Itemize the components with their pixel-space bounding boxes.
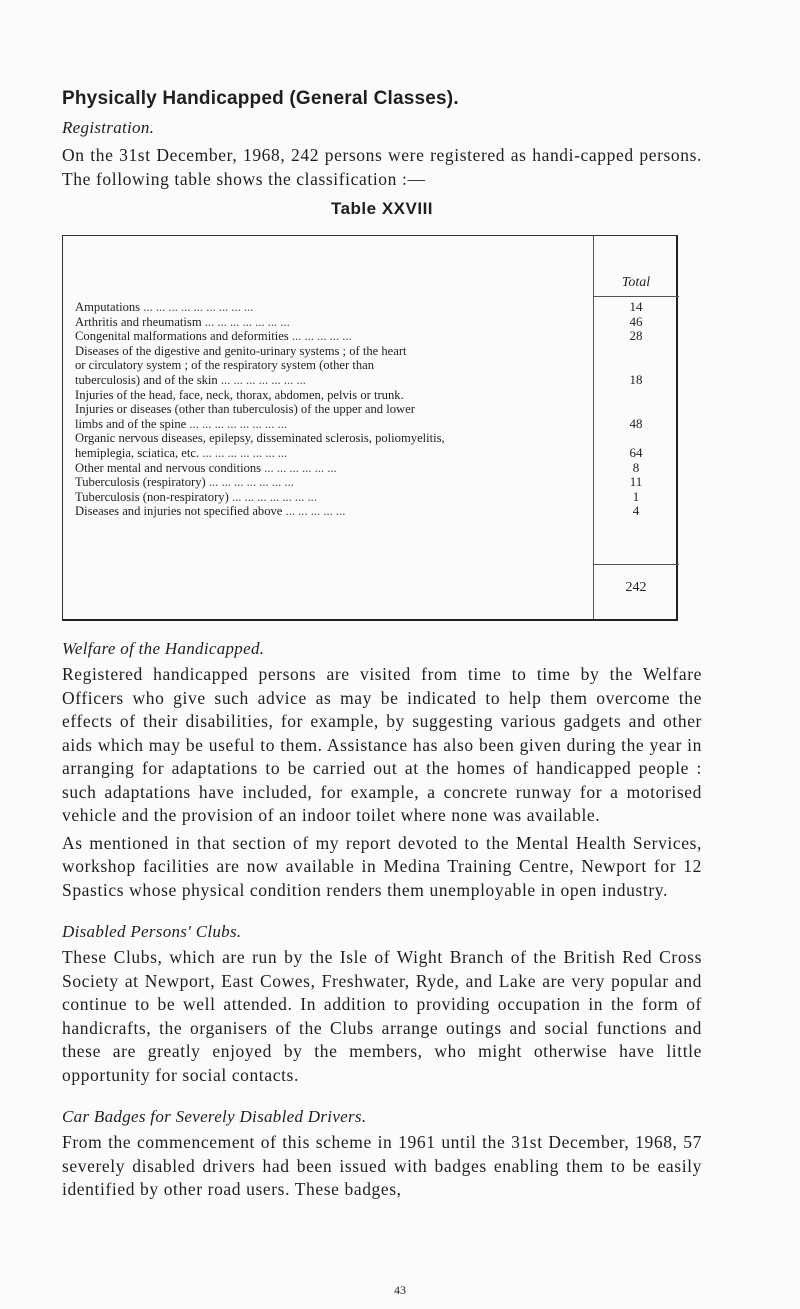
row-leader-dots: ... ... ... ... ... ... ... xyxy=(202,445,288,460)
welfare-subhead: Welfare of the Handicapped. xyxy=(62,639,265,658)
row-label-text: Arthritis and rheumatism xyxy=(75,314,202,329)
row-label-text: Diseases of the digestive and genito-urinary systems ; of the heart xyxy=(75,343,407,358)
row-label-text: hemiplegia, sciatica, etc. xyxy=(75,445,200,460)
badges-subhead: Car Badges for Severely Disabled Drivers. xyxy=(62,1107,367,1126)
row-leader-dots: ... ... ... ... ... ... ... ... ... xyxy=(143,300,254,314)
table-row-value: 64 xyxy=(629,444,643,460)
table-row xyxy=(75,315,675,330)
badges-section xyxy=(62,1107,702,1202)
row-label-text: Injuries of the head, face, neck, thorax, abdomen, pelvis or trunk. xyxy=(75,387,404,402)
row-label-text: Other mental and nervous conditions xyxy=(75,460,262,475)
table-row xyxy=(75,504,675,519)
table-row-label xyxy=(75,475,590,490)
row-label-text: Injuries or diseases (other than tuberculosis) of the upper and lower xyxy=(75,402,415,417)
table-row-label xyxy=(75,358,590,373)
registration-subhead: Registration. xyxy=(62,118,155,137)
table-row xyxy=(75,490,675,505)
table-row-label xyxy=(75,373,590,388)
table-header-rule xyxy=(593,296,679,297)
row-label-text: Amputations xyxy=(75,300,141,314)
row-leader-dots: ... ... ... ... ... ... ... ... xyxy=(189,416,287,431)
row-leader-dots: ... ... ... ... ... xyxy=(291,329,352,344)
table-row-value: 1 xyxy=(632,488,640,504)
row-label-text: Tuberculosis (non-respiratory) xyxy=(75,489,229,504)
registration-paragraph: On the 31st December, 1968, 242 persons were registered as handi-capped persons. The following table shows the classification :— xyxy=(62,145,702,189)
table-row-label xyxy=(75,402,590,417)
table-column-header: Total xyxy=(621,275,651,290)
table-row-label xyxy=(75,431,590,446)
table-total-rule xyxy=(593,564,679,565)
table-row-label xyxy=(75,446,590,461)
table-row xyxy=(75,388,675,403)
welfare-paragraph-2: As mentioned in that section of my report devoted to the Mental Health Services, workshop facilities are now available in Medina Training Centre, Newport for 12 Spastics whose physical condition renders them unemployable in open industry. xyxy=(62,832,702,900)
table-row-label xyxy=(75,490,590,505)
clubs-paragraph: These Clubs, which are run by the Isle of Wight Branch of the British Red Cross Society at Newport, East Cowes, Freshwater, Ryde, and Lake are very popular and continue to be well attended. In addition to providing occupation in the form of handicrafts, the organisers of the Clubs arrange outings and social functions and these are greatly enjoyed by the members, who might otherwise have little opportunity for social contacts. xyxy=(62,947,702,1085)
badges-paragraph: From the commencement of this scheme in 1961 until the 31st December, 1968, 57 severely disabled drivers had been issued with badges enabling them to be easily identified by other road users. These badges, xyxy=(62,1132,702,1199)
table-row-value: 4 xyxy=(632,503,640,519)
table-row-value: 28 xyxy=(629,328,643,344)
row-label-text: Diseases and injuries not specified above xyxy=(75,504,283,519)
table-row-value: 48 xyxy=(629,415,643,431)
row-leader-dots: ... ... ... ... ... ... xyxy=(264,460,337,475)
table-row xyxy=(75,344,675,359)
row-label-text: tuberculosis) and of the skin xyxy=(75,372,218,387)
table-row-label xyxy=(75,417,590,432)
page-number: 43 xyxy=(394,1283,406,1297)
table-row-value: 14 xyxy=(629,299,643,314)
table-row-value: 18 xyxy=(629,371,643,387)
classification-table xyxy=(62,235,678,621)
table-row xyxy=(75,431,675,446)
page-heading: Physically Handicapped (General Classes). xyxy=(62,88,459,109)
document-page xyxy=(62,88,702,1202)
table-row xyxy=(75,358,675,373)
table-row-value: 11 xyxy=(629,474,643,490)
row-label-text: or circulatory system ; of the respiratory system (other than xyxy=(75,358,375,373)
table-row xyxy=(75,300,675,315)
table-grand-total: 242 xyxy=(625,580,647,595)
table-row-value: 46 xyxy=(629,313,643,329)
welfare-paragraph-1: Registered handicapped persons are visited from time to time by the Welfare Officers who give such advice as may be indicated to help them overcome the effects of their disabilities, for example, by suggesting various gadgets and other aids which may be useful to them. Assistance has also been given during the year in arranging for adaptations to be carried out at the homes of handicapped people : such adaptations have included, for example, a concrete runway for a motorised vehicle and the provision of an indoor toilet where none was available. xyxy=(62,664,702,825)
clubs-subhead: Disabled Persons' Clubs. xyxy=(62,922,242,941)
table-row xyxy=(75,417,675,432)
table-row xyxy=(75,329,675,344)
table-row xyxy=(75,446,675,461)
table-row-label xyxy=(75,461,590,476)
row-leader-dots: ... ... ... ... ... ... ... xyxy=(220,372,306,387)
table-row xyxy=(75,373,675,388)
table-row-label xyxy=(75,504,590,519)
table-row xyxy=(75,402,675,417)
table-row xyxy=(75,461,675,476)
table-row-value: 8 xyxy=(632,459,640,475)
table-row-label xyxy=(75,300,590,315)
table-row-label xyxy=(75,344,590,359)
row-label-text: limbs and of the spine xyxy=(75,416,187,431)
row-leader-dots: ... ... ... ... ... xyxy=(285,504,346,519)
table-row-label xyxy=(75,329,590,344)
table-title: Table XXVIII xyxy=(330,199,434,218)
table-row xyxy=(75,475,675,490)
row-label-text: Organic nervous diseases, epilepsy, disseminated sclerosis, poliomyelitis, xyxy=(75,431,445,446)
table-row-label xyxy=(75,388,590,403)
row-leader-dots: ... ... ... ... ... ... ... xyxy=(231,489,317,504)
row-leader-dots: ... ... ... ... ... ... ... xyxy=(204,314,290,329)
clubs-section xyxy=(62,922,702,1087)
row-label-text: Tuberculosis (respiratory) xyxy=(75,475,206,490)
table-rows xyxy=(75,300,675,519)
row-leader-dots: ... ... ... ... ... ... ... xyxy=(208,475,294,490)
table-row-label xyxy=(75,315,590,330)
welfare-section xyxy=(62,639,702,902)
row-label-text: Congenital malformations and deformities xyxy=(75,329,289,344)
